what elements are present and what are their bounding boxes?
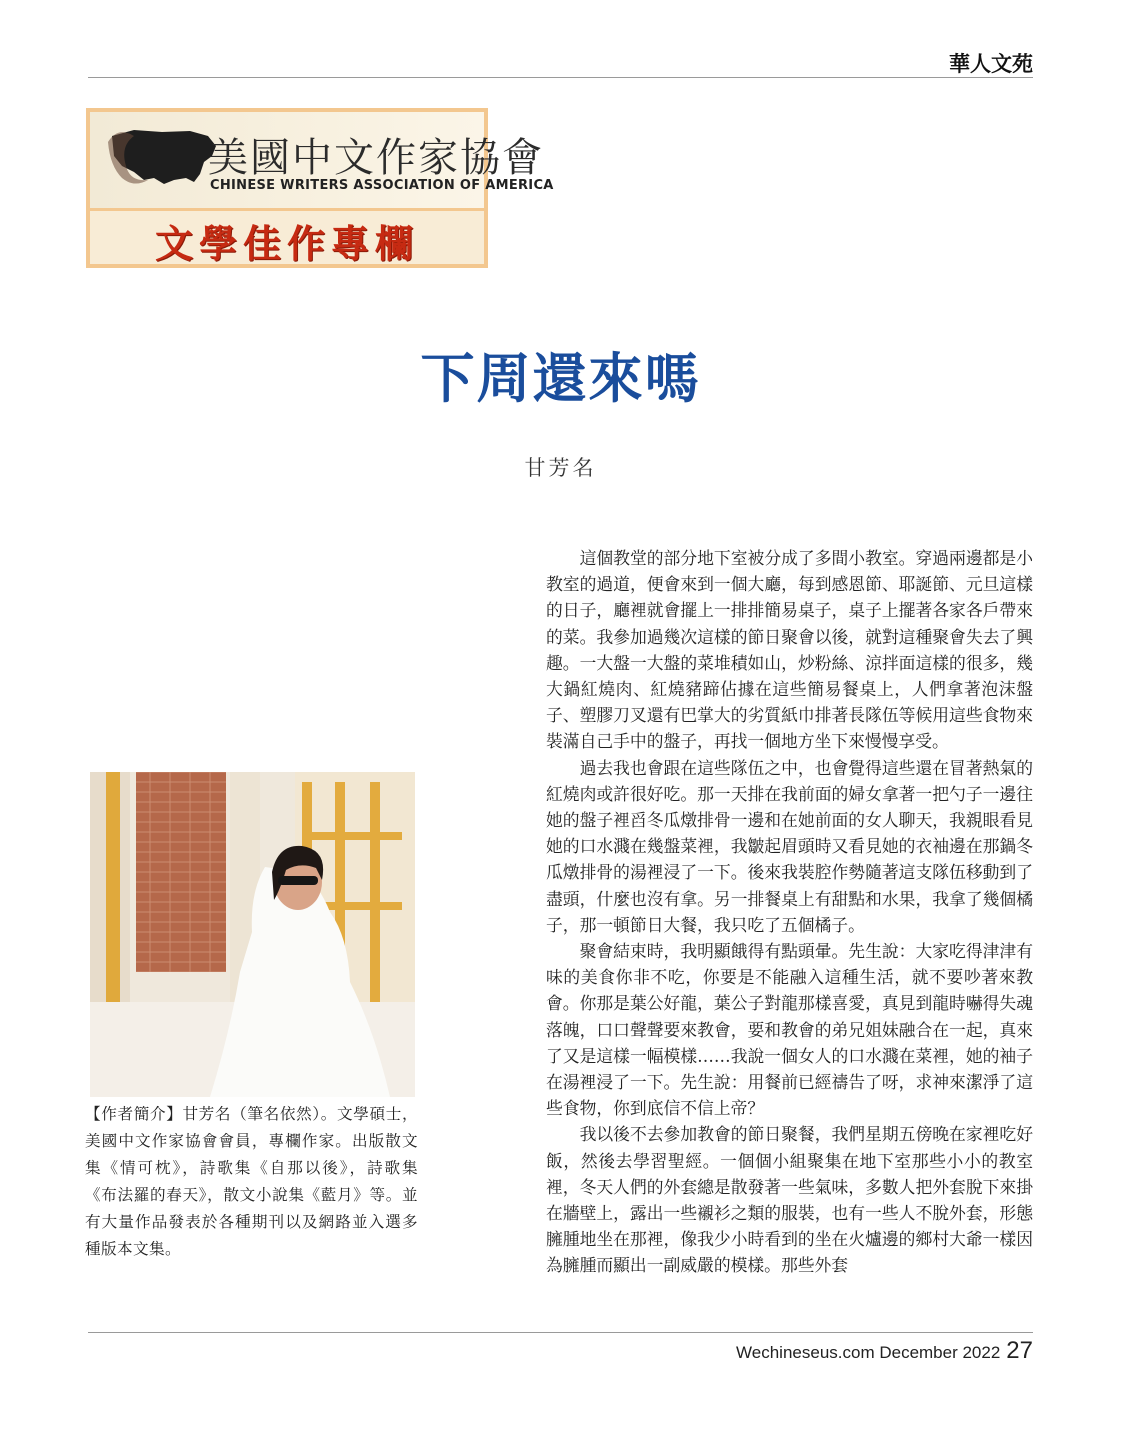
page-footer	[736, 1337, 1033, 1365]
paragraph: 過去我也會跟在這些隊伍之中，也會覺得這些還在冒著熱氣的紅燒肉或許很好吃。那一天排在我前面的婦女拿著一把勺子一邊往她的盤子裡舀冬瓜燉排骨一邊和在她前面的女人聊天，我親眼看見她的口水濺在幾盤菜裡，我皺起眉頭時又看見她的衣袖邊在那鍋冬瓜燉排骨的湯裡浸了一下。後來我裝腔作勢隨著這支隊伍移動到了盡頭，什麼也沒有拿。另一排餐桌上有甜點和水果，我拿了幾個橘子，那一頓節日大餐，我只吃了五個橘子。	[546, 757, 1033, 935]
logo-upper-panel	[90, 112, 554, 211]
author-name: 甘芳名	[524, 456, 597, 480]
article-title: 下周還來嗎	[420, 347, 701, 410]
paragraph: 這個教堂的部分地下室被分成了多間小教室。穿過兩邊都是小教室的過道，便會來到一個大廳，每到感恩節、耶誕節、元旦這樣的日子，廳裡就會擺上一排排簡易桌子，桌子上擺著各家各戶帶來的菜。我參加過幾次這樣的節日聚會以後，就對這種聚會失去了興趣。一大盤一大盤的菜堆積如山，炒粉絲、涼拌面這樣的很多，幾大鍋紅燒肉、紅燒豬蹄佔據在這些簡易餐桌上，人們拿著泡沫盤子、塑膠刀叉還有巴掌大的劣質紙巾排著長隊伍等候用這些食物來裝滿自己手中的盤子，再找一個地方坐下來慢慢享受。	[546, 548, 1033, 752]
paragraph: 聚會結束時，我明顯餓得有點頭暈。先生說：大家吃得津津有味的美食你非不吃，你要是不能融入這種生活，就不要吵著來教會。你那是葉公好龍，葉公子對龍那樣喜愛，真見到龍時嚇得失魂落魄，口口聲聲要來教會，要和教會的弟兄姐妹融合在一起，真來了又是這樣一幅模樣……我說一個女人的口水濺在菜裡，她的袖子在湯裡浸了一下。先生說：用餐前已經禱告了呀，求神來潔淨了這些食物，你到底信不信上帝？	[546, 941, 1033, 1119]
page-number: 27	[1006, 1337, 1033, 1364]
association-english-name: CHINESE WRITERS ASSOCIATION OF AMERICA	[210, 178, 554, 193]
column-title: 文學佳作專欄	[154, 222, 419, 266]
section-title: 華人文苑	[949, 51, 1033, 76]
us-map-icon	[104, 122, 224, 192]
association-chinese-name: 美國中文作家協會	[208, 135, 544, 181]
association-logo-banner	[86, 108, 554, 268]
author-photo-illustration	[90, 772, 415, 1097]
paragraph: 我以後不去參加教會的節日聚餐，我們星期五傍晚在家裡吃好飯，然後去學習聖經。一個個小組聚集在地下室那些小小的教室裡，冬天人們的外套總是散發著一些氣味，多數人把外套脫下來掛在牆壁上，露出一些襯衫之類的服裝，也有一些人不脫外套，形態臃腫地坐在那裡，像我少小時看到的坐在火爐邊的鄉村大爺一樣因為臃腫而顯出一副威嚴的模樣。那些外套	[546, 1124, 1033, 1276]
author-photo	[90, 772, 415, 1097]
footer-divider	[88, 1332, 1033, 1333]
article-body	[546, 545, 1033, 1279]
header-divider	[88, 77, 1033, 78]
author-bio: 【作者簡介】甘芳名（筆名依然）。文學碩士，美國中文作家協會會員，專欄作家。出版散文集《情可枕》，詩歌集《自那以後》，詩歌集《布法羅的春天》，散文小說集《藍月》等。並有大量作品發表於各種期刊以及網路並入選多種版本文集。	[85, 1105, 418, 1258]
publication-info: Wechineseus.com December 2022	[736, 1343, 1001, 1362]
